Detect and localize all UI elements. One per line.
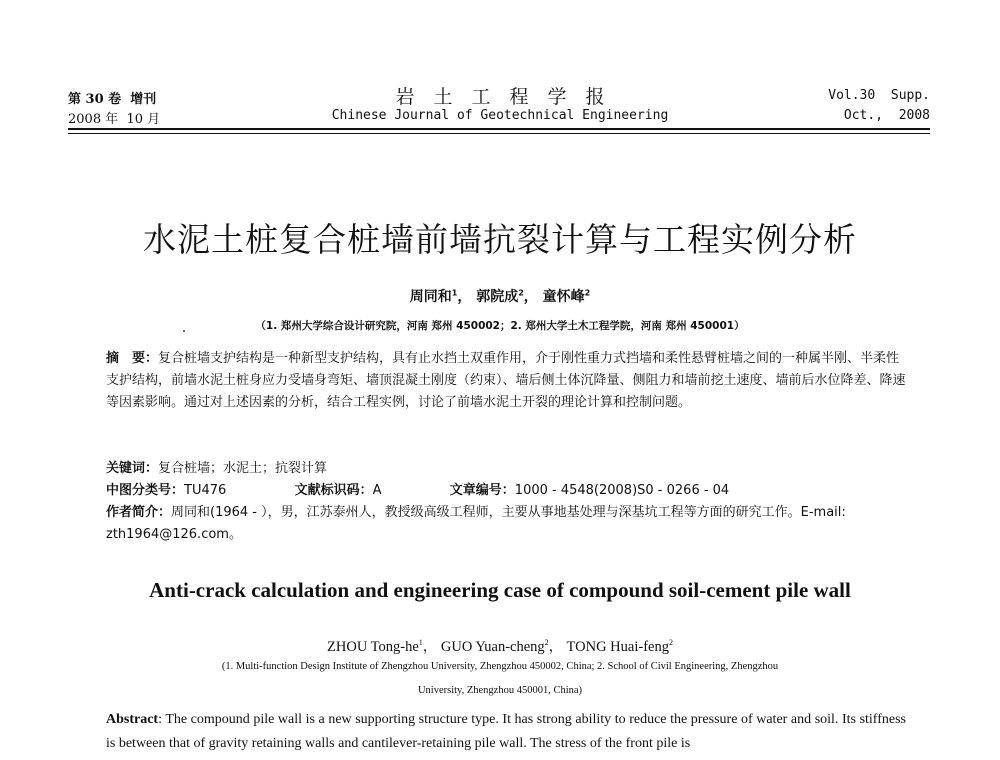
clc-value: TU476 bbox=[184, 483, 227, 498]
authors-en: ZHOU Tong-$he^1$， GUO Yuan-cheng$^2$， TONG Huai-feng$^2$ bbox=[327, 638, 673, 655]
paper-title-en: Anti-crack calculation and engineering case of compound soil-cement pile wall bbox=[149, 578, 851, 602]
classification-line bbox=[106, 480, 906, 502]
article-no-label: 文章编号： bbox=[449, 483, 515, 498]
bio-label-cn: 作者简介： bbox=[106, 505, 172, 520]
author-affil-mark: 1 bbox=[418, 638, 423, 648]
abstract-en bbox=[106, 708, 906, 756]
journal-title-cn: 岩 土 工 程 学 报 bbox=[395, 86, 605, 108]
volume-issue-cn: 第 30 卷 增刊 bbox=[68, 92, 157, 107]
abstract-label-cn: 摘 要： bbox=[106, 351, 159, 366]
header-rule-bottom bbox=[68, 133, 930, 134]
clc-label: 中图分类号： bbox=[106, 483, 185, 498]
affiliations-en-line2: University, Zhengzhou 450001, China) bbox=[417, 685, 583, 696]
author-affil-mark: 2 bbox=[668, 638, 673, 648]
author-name: 童怀峰 bbox=[542, 289, 585, 305]
date-cn: 2008 年 10 月 bbox=[68, 112, 161, 127]
journal-title-en: Chinese Journal of Geotechnical Engineering bbox=[331, 108, 669, 123]
authors-cn: 周同和$^1$， 郭院成$^2$， 童怀峰$^2$ bbox=[409, 288, 591, 305]
doc-code-value: A bbox=[372, 483, 382, 498]
author-affil-mark: 2 bbox=[544, 638, 549, 648]
header-rule-top bbox=[68, 128, 930, 130]
keywords-label-cn: 关键词： bbox=[106, 461, 159, 476]
affiliations-en-line1: (1. Multi-function Design Institute of Zhengzhou University, Zhengzhou 450002, China; 2. School of Civil Engineering, Zhengzhou bbox=[221, 661, 779, 672]
author-name: ZHOU Tong-he bbox=[327, 639, 419, 655]
keywords-text-cn: 复合桩墙；水泥土；抗裂计算 bbox=[158, 461, 328, 476]
keywords-cn bbox=[106, 458, 906, 480]
volume-issue-en: Vol.30 Supp. bbox=[828, 88, 930, 103]
author-name: 周同和 bbox=[409, 289, 452, 305]
affiliations-cn: （1. 郑州大学综合设计研究院，河南 郑州 450002；2. 郑州大学土木工程学院，河南 郑州 450001） bbox=[255, 320, 745, 332]
doc-code-label: 文献标识码： bbox=[294, 483, 373, 498]
date-en: Oct., 2008 bbox=[843, 108, 930, 123]
author-affil-mark: 2 bbox=[584, 288, 591, 298]
bio-text-cn: 周同和(1964 - ），男，江苏泰州人，教授级高级工程师，主要从事地基处理与深基坑工程等方面的研究工作。E-mail: zth1964@126.com。 bbox=[106, 505, 846, 542]
author-affil-mark: 2 bbox=[518, 288, 524, 298]
author-affil-mark: 1 bbox=[451, 288, 458, 298]
abstract-label-en: Abstract bbox=[106, 712, 159, 727]
abstract-cn bbox=[106, 348, 906, 414]
author-name: 郭院成 bbox=[476, 289, 519, 305]
abstract-text-en: : The compound pile wall is a new supporting structure type. It has strong ability to reduce the pressure of water and soil. Its stiffness is between that of gravity retaining walls and cantilever-retaining pile wall. The stress of the front pile is bbox=[106, 712, 906, 751]
scan-speck bbox=[183, 330, 185, 332]
author-bio-cn bbox=[106, 502, 906, 546]
article-no-value: 1000 - 4548(2008)S0 - 0266 - 04 bbox=[514, 483, 730, 498]
abstract-text-cn: 复合桩墙支护结构是一种新型支护结构，具有止水挡土双重作用，介于刚性重力式挡墙和柔性悬臂桩墙之间的一种属半刚、半柔性支护结构，前墙水泥土桩身应力受墙身弯矩、墙顶混凝土刚度（约束）、墙后侧土体沉降量、侧阻力和墙前挖土速度、墙前后水位降差、降速等因素影响。通过对上述因素的分析，结合工程实例，讨论了前墙水泥土开裂的理论计算和控制问题。 bbox=[106, 351, 906, 410]
paper-title-cn: 水泥土桩复合桩墙前墙抗裂计算与工程实例分析 bbox=[143, 220, 857, 259]
author-name: GUO Yuan-cheng bbox=[440, 639, 545, 655]
author-name: TONG Huai-feng bbox=[566, 639, 669, 655]
